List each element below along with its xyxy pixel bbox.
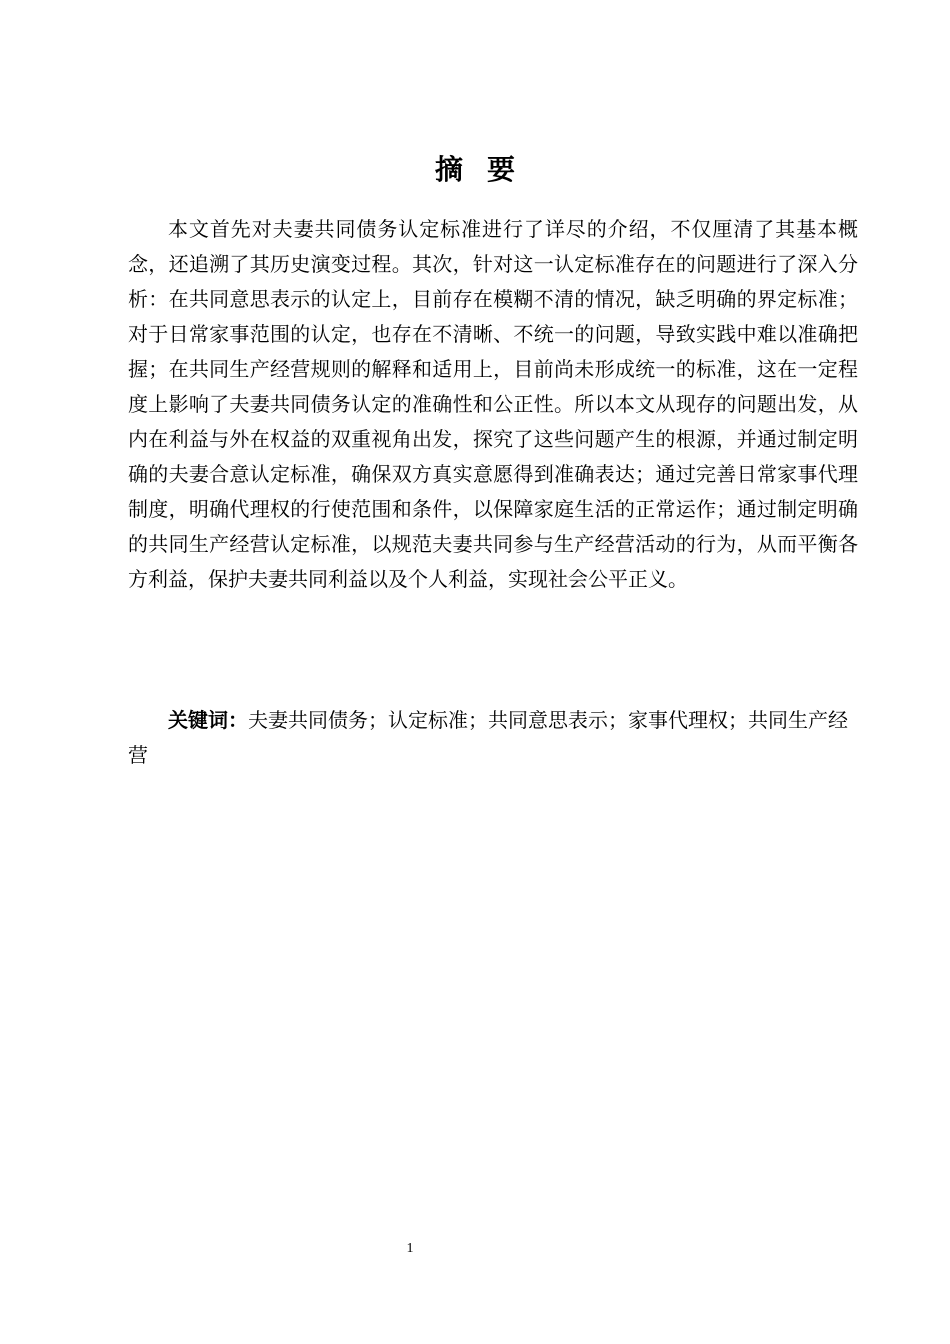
keywords-text: 夫妻共同债务；认定标准；共同意思表示；家事代理权；共同生产经营 xyxy=(128,708,848,767)
page-title: 摘要 xyxy=(434,153,539,186)
abstract-paragraph: 本文首先对夫妻共同债务认定标准进行了详尽的介绍，不仅厘清了其基本概念，还追溯了其历史演变过程。其次，针对这一认定标准存在的问题进行了深入分析：在共同意思表示的认定上，目前存在模糊不清的情况，缺乏明确的界定标准；对于日常家事范围的认定，也存在不清晰、不统一的问题，导致实践中难以准确把握；在共同生产经营规则的解释和适用上，目前尚未形成统一的标准，这在一定程度上影响了夫妻共同债务认定的准确性和公正性。所以本文从现存的问题出发，从内在利益与外在权益的双重视角出发，探究了这些问题产生的根源，并通过制定明确的夫妻合意认定标准，确保双方真实意愿得到准确表达；通过完善日常家事代理制度，明确代理权的行使范围和条件，以保障家庭生活的正常运作；通过制定明确的共同生产经营认定标准，以规范夫妻共同参与生产经营活动的行为，从而平衡各方利益，保护夫妻共同利益以及个人利益，实现社会公平正义。 xyxy=(128,217,858,591)
page-number: 1 xyxy=(406,1241,414,1256)
keywords-label: 关键词： xyxy=(168,708,248,732)
keywords-line xyxy=(128,703,858,773)
